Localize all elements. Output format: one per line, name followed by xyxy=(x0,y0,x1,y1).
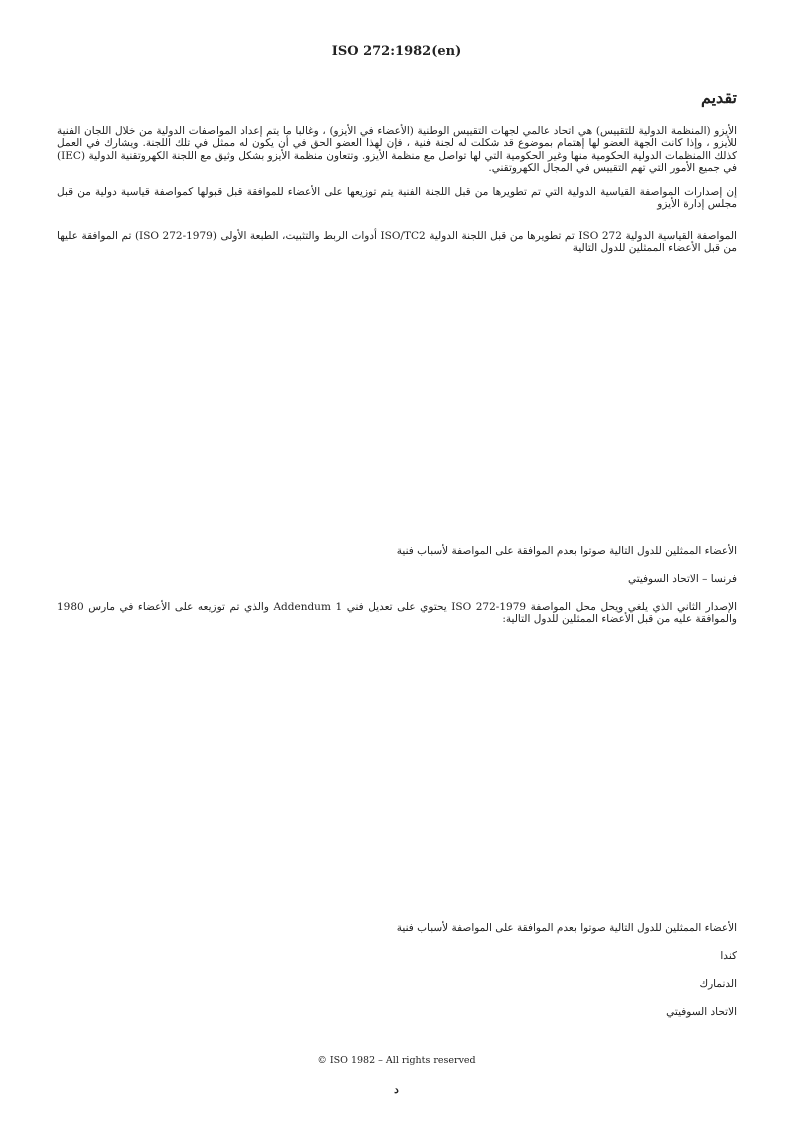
disapproval-country-item: الدنمارك xyxy=(699,978,737,990)
document-id: ISO 272:1982(en) xyxy=(331,44,462,59)
copyright-footer: © ISO 1982 – All rights reserved xyxy=(317,1055,476,1066)
disapproval-country-item: الاتحاد السوفيتي xyxy=(666,1006,737,1018)
disapproval-countries-1: فرنسا – الاتحاد السوفيتي xyxy=(627,573,737,585)
disapproval-note-1: الأعضاء الممثلين للدول التالية صوتوا بعدم الموافقة على المواصفة لأسباب فنية xyxy=(396,545,737,557)
page-number: د xyxy=(394,1084,399,1096)
section-title: تقديم xyxy=(700,88,737,107)
first-edition-paragraph: المواصفة القياسية الدولية ISO 272 تم تطويرها من قبل اللجنة الدولية ISO/TC2 أدوات الربط والتثبيت، الطبعة الأولى (ISO 272-1979) تم الموافقة عليها من قبل الأعضاء الممثلين للدول التالية xyxy=(57,230,737,255)
disapproval-country-item: كندا xyxy=(720,950,737,962)
adoption-paragraph: إن إصدارات المواصفة القياسية الدولية التي تم تطويرها من قبل اللجنة الفنية يتم توزيعها على الأعضاء للموافقة قبل قبولها كمواصفة قياسية دولية من قبل مجلس إدارة الأيزو xyxy=(57,186,737,211)
intro-paragraph: الأيزو (المنظمة الدولية للتقييس) هي اتحاد عالمي لجهات التقييس الوطنية (الأعضاء في الأيزو) ، وغالبا ما يتم إعداد المواصفات الدولية من خلال اللجان الفنية للأيزو ، وإذا كانت الجهة العضو لها إهتمام بموضوع قد شكلت له لجنة فنية ، فإن لهذا العضو الحق في أن يكون له ممثل في تلك اللجنة. ويشارك في العمل كذلك االمنظمات الدولية الحكومية منها وغير الحكومية التي لها تواصل مع منظمة الأيزو. وتتعاون منظمة الأيزو بشكل وثيق مع اللجنة الكهروتقنية الدولية (IEC) في جميع الأمور التي تهم التقييس في المجال الكهروتقني. xyxy=(57,125,737,175)
second-edition-paragraph: الإصدار الثاني الذي يلغي ويحل محل المواصفة ISO 272-1979 يحتوي على تعديل فني Addendum 1 والذي تم توزيعه على الأعضاء في مارس 1980 والموافقة عليه من قبل الأعضاء الممثلين للدول التالية: xyxy=(57,601,737,626)
disapproval-note-2: الأعضاء الممثلين للدول التالية صوتوا بعدم الموافقة على المواصفة لأسباب فنية xyxy=(396,922,737,934)
